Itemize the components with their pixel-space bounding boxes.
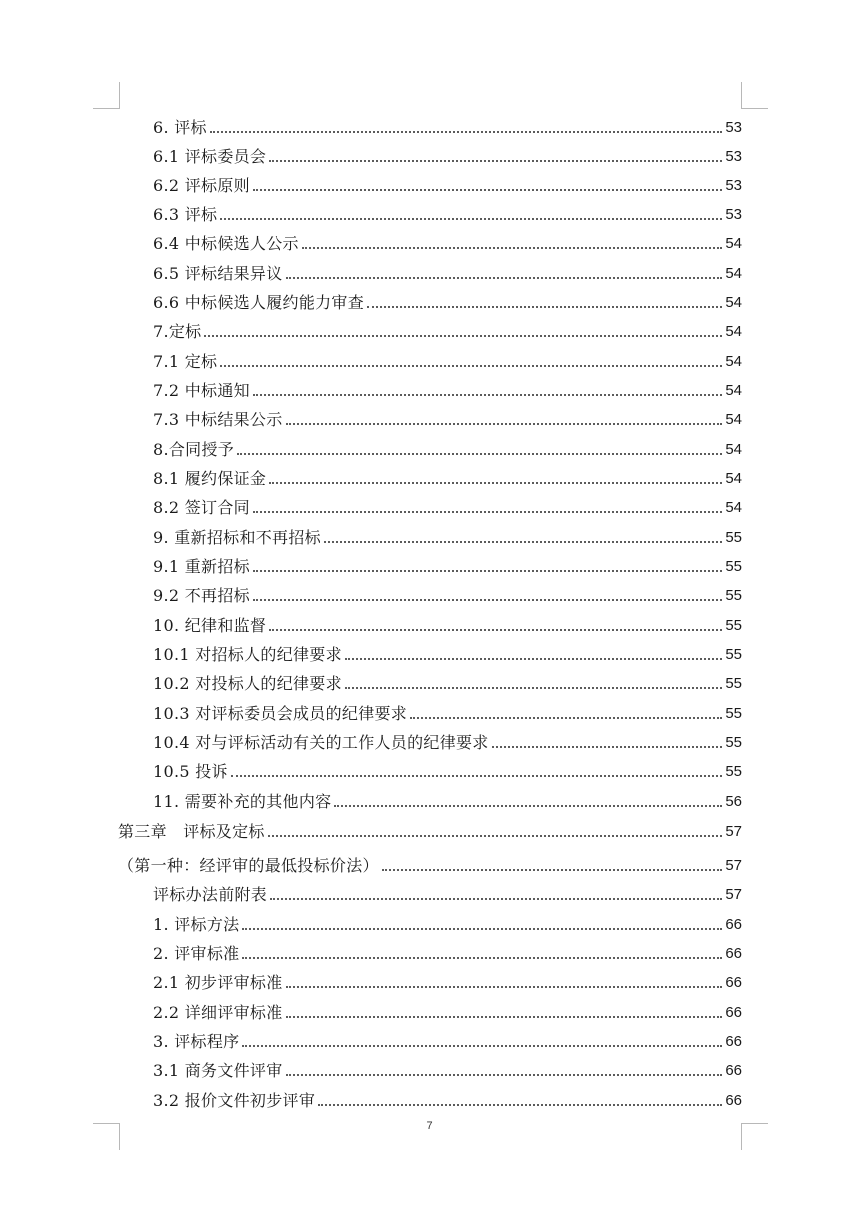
- toc-entry-page: 54: [725, 411, 742, 428]
- toc-entry[interactable]: [153, 228, 742, 254]
- toc-dot-leader: [253, 598, 722, 601]
- toc-entry-label: 9.2 不再招标: [153, 586, 250, 605]
- toc-entry[interactable]: [153, 170, 742, 196]
- toc-entry-page: 54: [725, 265, 742, 282]
- toc-entry[interactable]: [153, 1085, 742, 1111]
- toc-dot-leader: [220, 364, 722, 367]
- toc-entry[interactable]: [153, 938, 742, 964]
- toc-entry-page: 66: [725, 1004, 742, 1021]
- toc-dot-leader: [324, 540, 722, 543]
- toc-entry[interactable]: [153, 1026, 742, 1052]
- toc-entry-label: 10.1 对招标人的纪律要求: [153, 645, 342, 664]
- toc-dot-leader: [242, 1044, 722, 1047]
- toc-dot-leader: [367, 305, 722, 308]
- toc-entry[interactable]: [153, 580, 742, 606]
- toc-entry[interactable]: [153, 909, 742, 935]
- toc-entry[interactable]: [118, 816, 742, 842]
- toc-entry-label: 6.4 中标候选人公示: [153, 234, 299, 253]
- toc-entry-page: 54: [725, 499, 742, 516]
- toc-entry[interactable]: [153, 141, 742, 167]
- toc-entry-label: （第一种：经评审的最低投标价法）: [118, 856, 379, 875]
- toc-entry-page: 53: [725, 206, 742, 223]
- toc-entry-label: 8.2 签订合同: [153, 498, 250, 517]
- toc-entry-label: 3.2 报价文件初步评审: [153, 1091, 316, 1110]
- toc-entry-page: 55: [725, 705, 742, 722]
- toc-entry[interactable]: [153, 199, 742, 225]
- toc-entry-page: 54: [725, 441, 742, 458]
- toc-entry[interactable]: [153, 879, 742, 905]
- toc-entry-page: 57: [725, 886, 742, 903]
- toc-entry[interactable]: [153, 756, 742, 782]
- toc-entry-label: 6.2 评标原则: [153, 176, 250, 195]
- toc-entry-page: 55: [725, 617, 742, 634]
- toc-entry[interactable]: [153, 404, 742, 430]
- toc-entry[interactable]: [153, 997, 742, 1023]
- toc-entry[interactable]: [153, 522, 742, 548]
- toc-dot-leader: [286, 422, 723, 425]
- toc-entry-page: 55: [725, 529, 742, 546]
- toc-entry-page: 66: [725, 1033, 742, 1050]
- toc-dot-leader: [210, 130, 722, 133]
- toc-dot-leader: [242, 927, 722, 930]
- toc-entry-page: 55: [725, 675, 742, 692]
- toc-dot-leader: [220, 217, 722, 220]
- toc-entry-label: 7.1 定标: [153, 352, 218, 371]
- page-number: 7: [426, 1120, 433, 1132]
- toc-dot-leader: [286, 1073, 723, 1076]
- toc-entry-page: 53: [725, 177, 742, 194]
- toc-entry-label: 第三章 评标及定标: [118, 822, 265, 841]
- toc-entry-page: 53: [725, 148, 742, 165]
- toc-entry-page: 57: [725, 823, 742, 840]
- toc-dot-leader: [334, 804, 722, 807]
- toc-entry[interactable]: [153, 668, 742, 694]
- toc-entry[interactable]: [153, 551, 742, 577]
- toc-entry-page: 57: [725, 857, 742, 874]
- toc-dot-leader: [410, 716, 722, 719]
- toc-entry-label: 1. 评标方法: [153, 915, 240, 934]
- toc-entry-page: 54: [725, 323, 742, 340]
- toc-entry-label: 6. 评标: [153, 118, 207, 137]
- toc-entry[interactable]: [153, 434, 742, 460]
- toc-entry[interactable]: [153, 375, 742, 401]
- toc-entry-label: 2.2 详细评审标准: [153, 1003, 283, 1022]
- toc-dot-leader: [253, 393, 722, 396]
- toc-entry-page: 55: [725, 646, 742, 663]
- toc-dot-leader: [204, 334, 722, 337]
- toc-entry-label: 评标办法前附表: [153, 885, 268, 904]
- toc-entry-page: 55: [725, 587, 742, 604]
- toc-entry[interactable]: [153, 287, 742, 313]
- toc-dot-leader: [492, 745, 723, 748]
- toc-entry-label: 9.1 重新招标: [153, 557, 250, 576]
- toc-entry-page: 66: [725, 1062, 742, 1079]
- toc-dot-leader: [237, 452, 722, 455]
- toc-entry-page: 66: [725, 945, 742, 962]
- toc-dot-leader: [318, 1103, 722, 1106]
- toc-entry-label: 10.4 对与评标活动有关的工作人员的纪律要求: [153, 733, 489, 752]
- toc-dot-leader: [253, 569, 722, 572]
- toc-entry[interactable]: [153, 610, 742, 636]
- toc-entry-label: 10.2 对投标人的纪律要求: [153, 674, 342, 693]
- toc-dot-leader: [268, 834, 723, 837]
- toc-entry-label: 7.3 中标结果公示: [153, 410, 283, 429]
- toc-entry-label: 2.1 初步评审标准: [153, 973, 283, 992]
- toc-entry-page: 56: [725, 793, 742, 810]
- toc-entry[interactable]: [153, 727, 742, 753]
- toc-entry-page: 55: [725, 763, 742, 780]
- toc-entry[interactable]: [153, 492, 742, 518]
- toc-entry[interactable]: [118, 850, 742, 876]
- toc-entry-page: 66: [725, 974, 742, 991]
- toc-dot-leader: [269, 481, 722, 484]
- toc-entry-page: 54: [725, 235, 742, 252]
- toc-dot-leader: [382, 868, 723, 871]
- toc-dot-leader: [270, 897, 722, 900]
- toc-entry-label: 6.6 中标候选人履约能力审查: [153, 293, 365, 312]
- toc-entry-label: 8.合同授予: [153, 440, 235, 459]
- toc-entry[interactable]: [153, 698, 742, 724]
- toc-entry-page: 53: [725, 119, 742, 136]
- toc-entry-page: 66: [725, 916, 742, 933]
- toc-dot-leader: [269, 628, 722, 631]
- toc-entry-page: 54: [725, 353, 742, 370]
- toc-entry[interactable]: [153, 316, 742, 342]
- toc-entry[interactable]: [153, 786, 742, 812]
- toc-entry-label: 6.5 评标结果异议: [153, 264, 283, 283]
- crop-mark-top-left: [93, 82, 120, 109]
- toc-entry[interactable]: [153, 346, 742, 372]
- toc-dot-leader: [345, 686, 722, 689]
- toc-entry-label: 3. 评标程序: [153, 1032, 240, 1051]
- toc-dot-leader: [345, 657, 722, 660]
- toc-dot-leader: [231, 774, 723, 777]
- toc-entry-label: 11. 需要补充的其他内容: [153, 792, 332, 811]
- toc-entry-label: 2. 评审标准: [153, 944, 240, 963]
- toc-dot-leader: [286, 1015, 723, 1018]
- toc-entry-label: 7.2 中标通知: [153, 381, 250, 400]
- toc-dot-leader: [302, 246, 722, 249]
- toc-entry[interactable]: [153, 967, 742, 993]
- toc-entry-label: 3.1 商务文件评审: [153, 1061, 283, 1080]
- crop-mark-top-right: [741, 82, 768, 109]
- toc-entry-label: 6.1 评标委员会: [153, 147, 267, 166]
- toc-entry-label: 9. 重新招标和不再招标: [153, 528, 321, 547]
- toc-dot-leader: [286, 985, 723, 988]
- toc-entry-page: 54: [725, 470, 742, 487]
- toc-entry[interactable]: [153, 1055, 742, 1081]
- toc-entry[interactable]: [153, 258, 742, 284]
- toc-entry-page: 54: [725, 294, 742, 311]
- toc-entry-label: 7.定标: [153, 322, 202, 341]
- toc-dot-leader: [286, 276, 723, 279]
- toc-dot-leader: [253, 188, 722, 191]
- toc-entry[interactable]: [153, 463, 742, 489]
- toc-entry[interactable]: [153, 639, 742, 665]
- toc-entry-page: 54: [725, 382, 742, 399]
- toc-entry-label: 6.3 评标: [153, 205, 218, 224]
- toc-entry-label: 10.3 对评标委员会成员的纪律要求: [153, 704, 408, 723]
- toc-entry-page: 66: [725, 1092, 742, 1109]
- toc-entry-label: 8.1 履约保证金: [153, 469, 267, 488]
- toc-entry-page: 55: [725, 734, 742, 751]
- toc-entry-page: 55: [725, 558, 742, 575]
- toc-entry-label: 10.5 投诉: [153, 762, 228, 781]
- toc-dot-leader: [253, 510, 722, 513]
- toc-dot-leader: [242, 956, 722, 959]
- toc-entry[interactable]: [153, 112, 742, 138]
- toc-dot-leader: [269, 159, 722, 162]
- toc-entry-label: 10. 纪律和监督: [153, 616, 267, 635]
